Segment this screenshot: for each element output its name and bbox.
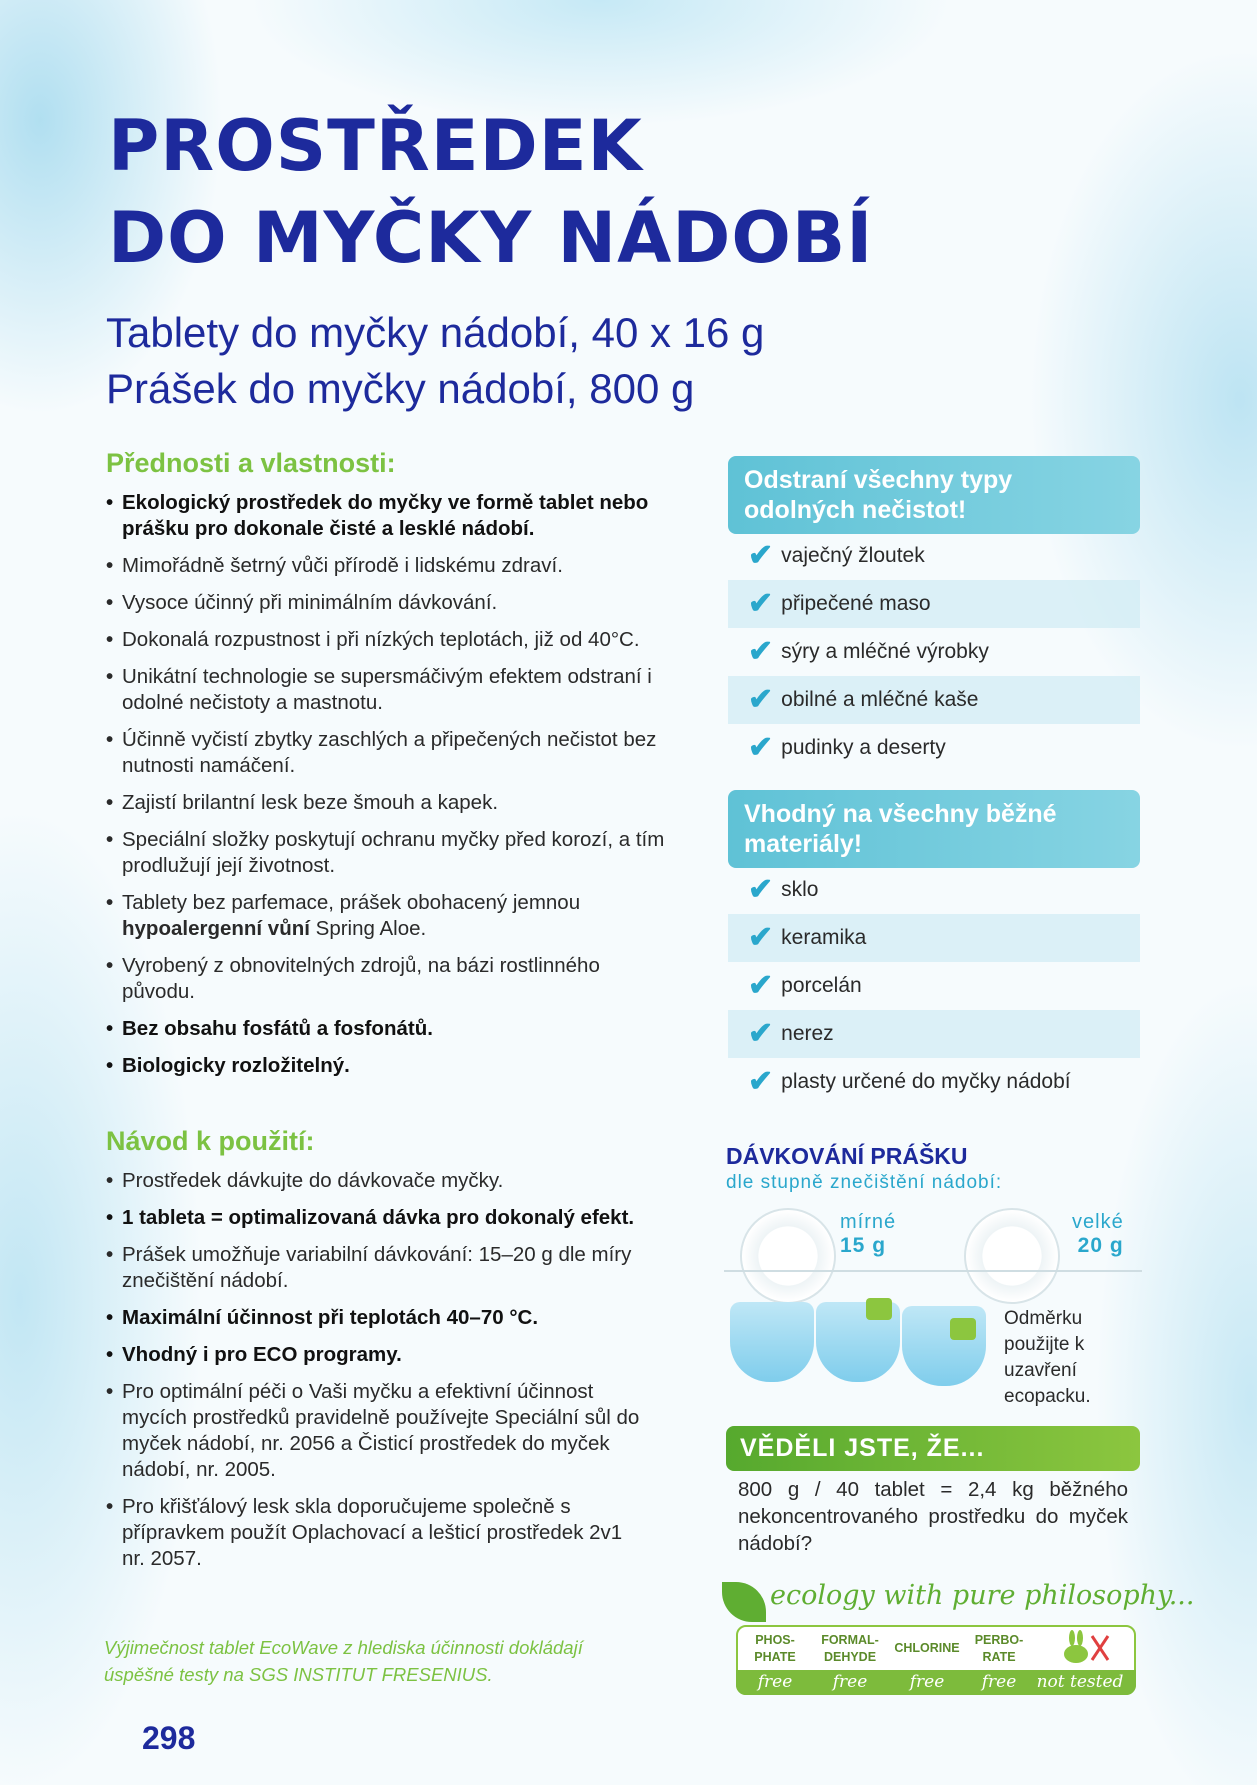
- usage-list: [106, 1168, 646, 1583]
- check-icon: ✔: [748, 635, 774, 668]
- check-icon: ✔: [748, 683, 774, 716]
- material-item-label: porcelán: [781, 974, 862, 997]
- feature-item: • Unikátní technologie se supersmáčivým efektem odstraní i odolné nečistoty a mastnotu.: [106, 664, 666, 716]
- scoop-icon: [866, 1298, 892, 1320]
- usage-item: • Maximální účinnost při teplotách 40–70 °C.: [106, 1305, 646, 1331]
- badge-top-label: FORMAL- DEHYDE: [821, 1633, 879, 1664]
- dirt-item-label: vaječný žloutek: [781, 544, 925, 567]
- scoop-note: Odměrku použijte k uzavření ecopacku.: [1004, 1308, 1091, 1407]
- dose-heavy-label: velké: [1072, 1211, 1124, 1233]
- title-line-2: DO MYČKY NÁDOBÍ: [108, 197, 874, 279]
- fragrance-name: Spring Aloe.: [315, 917, 427, 940]
- feature-item: • Mimořádně šetrný vůči přírodě i lidskému zdraví.: [106, 553, 666, 579]
- dirt-item: [728, 580, 1140, 628]
- check-icon: ✔: [748, 921, 774, 954]
- plate-heavy-icon: [964, 1208, 1060, 1304]
- ecopack-bag-icon: [730, 1302, 814, 1382]
- fragrance-text: Tablety bez parfemace, prášek obohacený jemnou: [122, 891, 581, 914]
- check-icon: ✔: [748, 731, 774, 764]
- check-icon: ✔: [748, 1017, 774, 1050]
- material-item: [728, 1058, 1140, 1106]
- dose-mild: [840, 1210, 896, 1258]
- usage-item: • 1 tableta = optimalizovaná dávka pro dokonalý efekt.: [106, 1205, 646, 1231]
- badge-chlorine: [890, 1640, 964, 1657]
- badge-free-label: free: [909, 1672, 945, 1692]
- feature-item: • Ekologický prostředek do myčky ve formě tablet nebo prášku pro dokonale čisté a lesklé nádobí.: [106, 490, 666, 542]
- usage-item: • Vhodný i pro ECO programy.: [106, 1342, 646, 1368]
- dose-heavy-value: 20 g: [1077, 1234, 1124, 1257]
- badge-free-label: free: [981, 1672, 1017, 1692]
- dose-mild-value: 15 g: [840, 1234, 887, 1257]
- badge-top-label: PERBO- RATE: [974, 1633, 1024, 1664]
- usage-item: • Pro křišťálový lesk skla doporučujeme společně s přípravkem použít Oplachovací a lešticí prostředek 2v1 nr. 2057.: [106, 1494, 646, 1572]
- dirt-item: [728, 724, 1140, 772]
- dirt-item: [728, 628, 1140, 676]
- subtitle-powder: Prášek do myčky nádobí, 800 g: [106, 365, 695, 412]
- feature-item: • Účinně vyčistí zbytky zaschlých a připečených nečistot bez nutnosti namáčení.: [106, 727, 666, 779]
- feature-item: • Zajistí brilantní lesk beze šmouh a kapek.: [106, 790, 666, 816]
- feature-item: • Vyrobený z obnovitelných zdrojů, na bázi rostlinného původu.: [106, 953, 666, 1005]
- badge-formaldehyde: [812, 1632, 888, 1666]
- badge-not-tested-label: not tested: [1036, 1672, 1124, 1692]
- badge-top-label: CHLORINE: [894, 1641, 960, 1655]
- eco-slogan: ecology with pure philosophy...: [770, 1580, 1195, 1611]
- badge-free-label: free: [757, 1672, 793, 1692]
- feature-item: • Speciální složky poskytují ochranu myčky před korozí, a tím prodlužují její životnost.: [106, 827, 666, 879]
- material-item-label: sklo: [781, 878, 819, 901]
- page-number: 298: [142, 1720, 196, 1756]
- features-list: [106, 490, 666, 1090]
- material-item-label: keramika: [781, 926, 867, 949]
- material-item-label: plasty určené do myčky nádobí: [781, 1070, 1071, 1093]
- badge-phosphate: [740, 1632, 810, 1666]
- dosing-subheading: dle stupně znečištění nádobí:: [726, 1172, 1003, 1193]
- materials-box-heading: Vhodný na všechny běžné materiály!: [728, 790, 1140, 868]
- dose-heavy: [1072, 1210, 1124, 1258]
- dirt-item: [728, 532, 1140, 580]
- features-heading: Přednosti a vlastnosti:: [106, 448, 396, 478]
- material-item: [728, 914, 1140, 962]
- rabbit-not-tested-icon: [1054, 1630, 1114, 1666]
- usage-item: • Prášek umožňuje variabilní dávkování: 15–20 g dle míry znečištění nádobí.: [106, 1242, 646, 1294]
- fragrance-bold: hypoalergenní vůní: [122, 917, 310, 940]
- badge-free-label: free: [832, 1672, 868, 1692]
- dirt-item-label: pudinky a deserty: [781, 736, 946, 759]
- material-item: [728, 866, 1140, 914]
- feature-item: • Biologicky rozložitelný.: [106, 1053, 666, 1079]
- dirt-item-label: připečené maso: [781, 592, 931, 615]
- dirt-item-label: obilné a mléčné kaše: [781, 688, 979, 711]
- material-item-label: nerez: [781, 1022, 834, 1045]
- product-subtitle: [106, 305, 764, 417]
- check-icon: ✔: [748, 873, 774, 906]
- leaf-icon: [722, 1582, 766, 1622]
- footer-note: Výjimečnost tablet EcoWave z hlediska účinnosti dokládají úspěšné testy na SGS INSTITUT FRESENIUS.: [104, 1637, 583, 1685]
- material-item: [728, 1010, 1140, 1058]
- usage-heading: Návod k použití:: [106, 1126, 315, 1156]
- did-you-know-text: 800 g / 40 tablet = 2,4 kg běžného nekoncentrovaného prostředku do myček nádobí?: [738, 1478, 1128, 1555]
- badge-perborate: [966, 1632, 1032, 1666]
- dirt-item: [728, 676, 1140, 724]
- feature-item: • Dokonalá rozpustnost i při nízkých teplotách, již od 40°C.: [106, 627, 666, 653]
- dose-mild-label: mírné: [840, 1211, 897, 1233]
- usage-item: • Pro optimální péči o Vaši myčku a efektivní účinnost mycích prostředků pravidelně používejte Speciální sůl do myček nádobí, nr. 2056 a Čisticí prostředek do myček nádobí, nr. 2005.: [106, 1379, 646, 1483]
- title-line-1: PROSTŘEDEK: [108, 105, 643, 187]
- material-item: [728, 962, 1140, 1010]
- page-title: [108, 100, 873, 284]
- feature-item: • Vysoce účinný při minimálním dávkování.: [106, 590, 666, 616]
- check-icon: ✔: [748, 1065, 774, 1098]
- badge-top-label: PHOS- PHATE: [754, 1633, 796, 1664]
- divider: [724, 1270, 1142, 1272]
- check-icon: ✔: [748, 587, 774, 620]
- feature-item: • Bez obsahu fosfátů a fosfonátů.: [106, 1016, 666, 1042]
- dirt-item-label: sýry a mléčné výrobky: [781, 640, 989, 663]
- did-you-know-heading: VĚDĚLI JSTE, ŽE...: [726, 1426, 1140, 1471]
- dosing-heading: DÁVKOVÁNÍ PRÁŠKU: [726, 1143, 968, 1169]
- scoop-icon: [950, 1318, 976, 1340]
- plate-mild-icon: [740, 1208, 836, 1304]
- subtitle-tablets: Tablety do myčky nádobí, 40 x 16 g: [106, 309, 765, 356]
- dirt-box-heading: Odstraní všechny typy odolných nečistot!: [728, 456, 1140, 534]
- feature-item-fragrance: [106, 890, 666, 942]
- check-icon: ✔: [748, 539, 774, 572]
- usage-item: • Prostředek dávkujte do dávkovače myčky.: [106, 1168, 646, 1194]
- check-icon: ✔: [748, 969, 774, 1002]
